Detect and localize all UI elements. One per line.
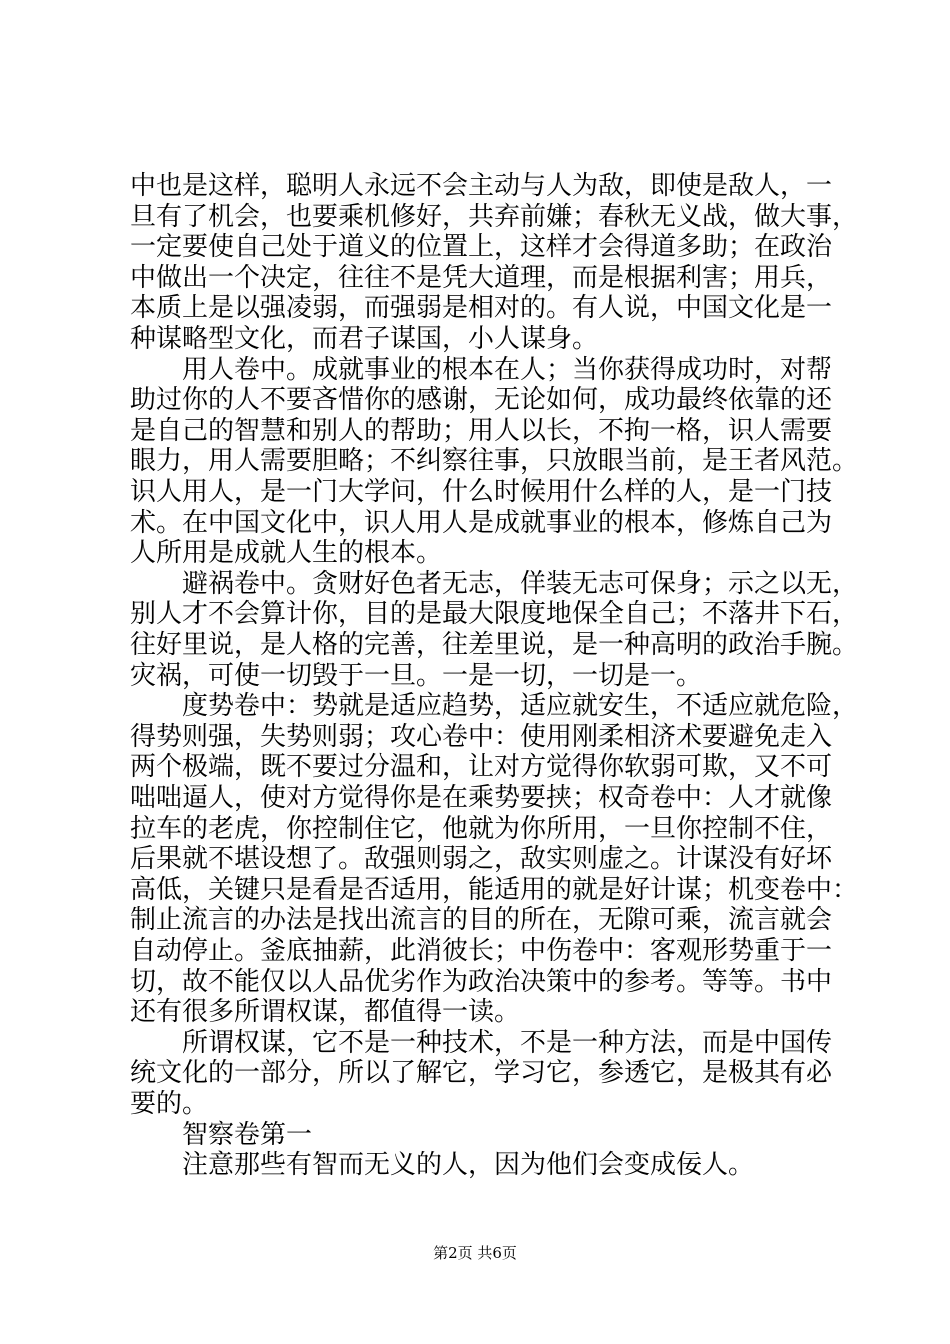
paragraph-line: 本质上是以强凌弱，而强弱是相对的。有人说，中国文化是一 (130, 293, 833, 323)
paragraph-first-line: 避祸卷中。贪财好色者无志，佯装无志可保身；示之以无， (182, 569, 859, 599)
paragraph-line: 制止流言的办法是找出流言的目的所在，无隙可乘，流言就会 (130, 905, 833, 935)
paragraph-line: 是自己的智慧和别人的帮助；用人以长，不拘一格，识人需要 (130, 416, 833, 446)
paragraph-first-line: 用人卷中。成就事业的根本在人；当你获得成功时，对帮 (182, 355, 833, 385)
paragraph-line: 助过你的人不要吝惜你的感谢，无论如何，成功最终依靠的还 (130, 385, 833, 415)
paragraph-line: 两个极端，既不要过分温和，让对方觉得你软弱可欺，又不可 (130, 752, 833, 782)
paragraph-line: 拉车的老虎，你控制住它，他就为你所用，一旦你控制不住， (130, 814, 833, 844)
paragraph-line: 要的。 (130, 1089, 209, 1119)
paragraph-line: 识人用人，是一门大学问，什么时候用什么样的人，是一门技 (130, 477, 833, 507)
paragraph-line: 自动停止。釜底抽薪，此消彼长；中伤卷中：客观形势重于一 (130, 936, 833, 966)
paragraph-line: 旦有了机会，也要乘机修好，共弃前嫌；春秋无义战，做大事， (130, 202, 859, 232)
paragraph-line: 高低，关键只是看是否适用，能适用的就是好计谋；机变卷中： (130, 875, 859, 905)
paragraph-line: 统文化的一部分，所以了解它，学习它，参透它，是极其有必 (130, 1058, 833, 1088)
paragraph-line: 别人才不会算计你，目的是最大限度地保全自己；不落井下石， (130, 599, 859, 629)
paragraph-first-line: 度势卷中：势就是适应趋势，适应就安生，不适应就危险， (182, 691, 859, 721)
paragraph-line: 一定要使自己处于道义的位置上，这样才会得道多助；在政治 (130, 232, 833, 262)
paragraph-line: 咄咄逼人，使对方觉得你是在乘势要挟；权奇卷中：人才就像 (130, 783, 833, 813)
paragraph-line: 眼力，用人需要胆略；不纠察往事，只放眼当前，是王者风范。 (130, 446, 859, 476)
paragraph-line: 切，故不能仅以人品优劣作为政治决策中的参考。等等。书中 (130, 967, 833, 997)
paragraph-line: 中也是这样，聪明人永远不会主动与人为敌，即使是敌人，一 (130, 171, 833, 201)
paragraph-line: 人所用是成就人生的根本。 (130, 538, 443, 568)
page-footer: 第2页 共6页 (433, 1244, 517, 1262)
paragraph-line: 中做出一个决定，往往不是凭大道理，而是根据利害；用兵， (130, 263, 833, 293)
paragraph-first-line: 智察卷第一 (182, 1120, 313, 1150)
paragraph-first-line: 所谓权谋，它不是一种技术，不是一种方法，而是中国传 (182, 1028, 833, 1058)
paragraph-line: 术。在中国文化中，识人用人是成就事业的根本，修炼自己为 (130, 508, 833, 538)
paragraph-line: 得势则强，失势则弱；攻心卷中：使用刚柔相济术要避免走入 (130, 722, 833, 752)
paragraph-line: 后果就不堪设想了。敌强则弱之，敌实则虚之。计谋没有好坏 (130, 844, 833, 874)
paragraph-line: 灾祸，可使一切毁于一旦。一是一切，一切是一。 (130, 661, 703, 691)
paragraph-first-line: 注意那些有智而无义的人，因为他们会变成佞人。 (182, 1150, 755, 1180)
paragraph-line: 种谋略型文化，而君子谋国，小人谋身。 (130, 324, 599, 354)
paragraph-line: 还有很多所谓权谋，都值得一读。 (130, 997, 521, 1027)
paragraph-line: 往好里说，是人格的完善，往差里说，是一种高明的政治手腕。 (130, 630, 859, 660)
